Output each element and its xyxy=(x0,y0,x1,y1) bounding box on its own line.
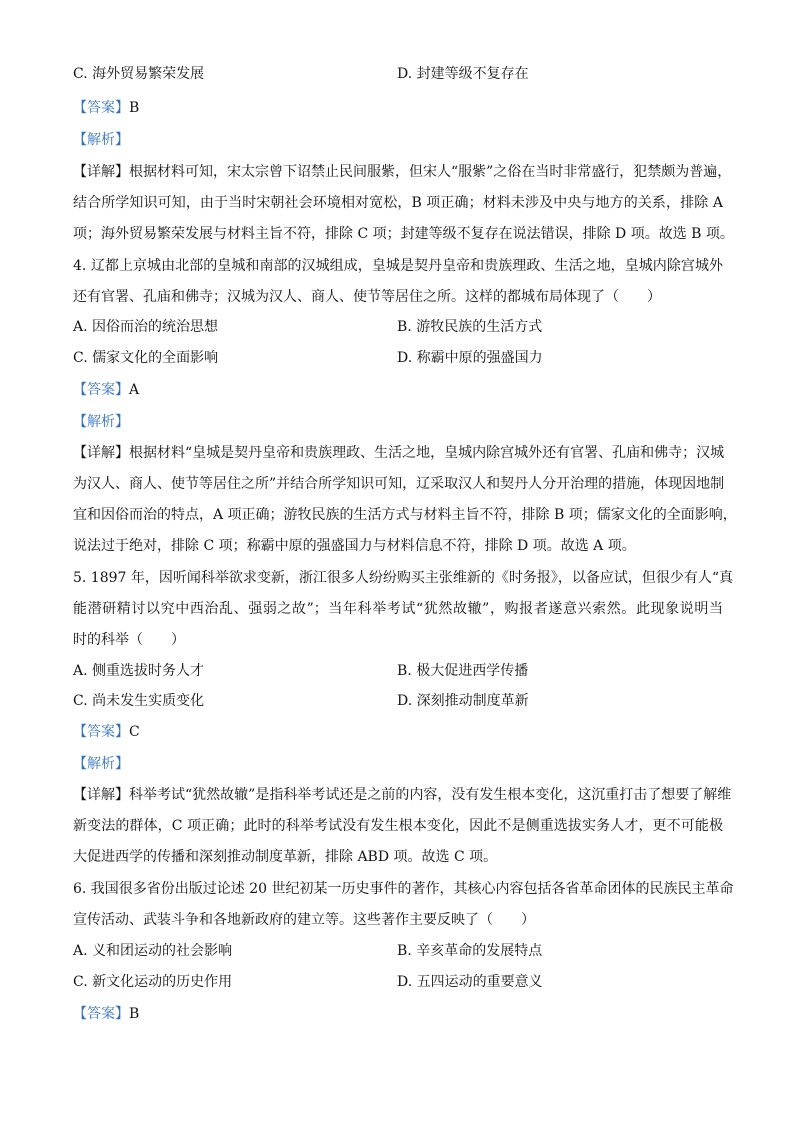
q5-detail-line-3: 大促进西学的传播和深刻推动制度革新，排除 ABD 项。故选 C 项。 xyxy=(73,849,498,865)
q5-answer xyxy=(73,722,723,742)
q3-detail-line-2: 结合所学知识可知，由于当时宋朝社会环境相对宽松，B 项正确；材料未涉及中央与地方的关系，排除 A xyxy=(73,195,723,211)
q4-detail-line-2: 为汉人、商人、使节等居住之所”并结合所学知识可知，辽采取汉人和契丹人分开治理的措施，体现因地制 xyxy=(73,476,725,492)
q6-answer xyxy=(73,1004,723,1024)
answer-value: B xyxy=(129,100,140,116)
q6-stem-line-2: 宣传活动、武装斗争和各地新政府的建立等。这些著作主要反映了（ ） xyxy=(73,912,535,928)
detail-tag: 【详解】 xyxy=(73,164,129,180)
answer-value: C xyxy=(129,724,140,740)
q3-analysis-tag: 【解析】 xyxy=(73,132,129,148)
q3-option-c: C. 海外贸易繁荣发展 xyxy=(73,66,205,82)
q3-option-d: D. 封建等级不复存在 xyxy=(397,66,529,82)
q4-stem-line-2: 还有官署、孔庙和佛寺；汉城为汉人、商人、使节等居住之所。这样的都城布局体现了（ ） xyxy=(73,289,661,305)
q4-option-d: D. 称霸中原的强盛国力 xyxy=(397,350,543,366)
q5-option-b: B. 极大促进西学传播 xyxy=(397,663,529,679)
q5-stem-line-1: 5. 1897 年，因听闻科举欲求变新，浙江很多人纷纷购买主张维新的《时务报》，以备应试，但很少有人“真 xyxy=(73,570,734,586)
detail-text: 根据材料“皇城是契丹皇帝和贵族理政、生活之地，皇城内除宫城外还有官署、孔庙和佛寺；汉城 xyxy=(129,445,725,461)
q4-detail-line-1 xyxy=(73,443,723,463)
q3-detail-line-1 xyxy=(73,162,732,182)
answer-tag: 【答案】 xyxy=(73,100,129,116)
answer-tag: 【答案】 xyxy=(73,382,129,398)
answer-value: A xyxy=(129,382,140,398)
q5-stem-line-3: 时的科举（ ） xyxy=(73,632,185,648)
q3-detail-line-3: 项；海外贸易繁荣发展与材料主旨不符，排除 C 项；封建等级不复存在说法错误，排除 D 项。故选 B 项。 xyxy=(73,226,734,242)
q6-option-c: C. 新文化运动的历史作用 xyxy=(73,974,233,990)
answer-tag: 【答案】 xyxy=(73,1006,129,1022)
q4-detail-line-3: 宜和因俗而治的特点，A 项正确；游牧民族的生活方式与材料主旨不符，排除 B 项；儒家文化的全面影响， xyxy=(73,507,737,523)
q4-option-c: C. 儒家文化的全面影响 xyxy=(73,350,219,366)
detail-tag: 【详解】 xyxy=(73,445,129,461)
q6-option-b: B. 辛亥革命的发展特点 xyxy=(397,943,543,959)
q5-option-c: C. 尚未发生实质变化 xyxy=(73,693,205,709)
q4-detail-line-4: 说法过于绝对，排除 C 项；称霸中原的强盛国力与材料信息不符，排除 D 项。故选 A 项。 xyxy=(73,538,636,554)
q6-option-d: D. 五四运动的重要意义 xyxy=(397,974,543,990)
q5-stem-line-2: 能潜研精讨以究中西治乱、强弱之故”；当年科举考试“犹然故辙”，购报者遂意兴索然。此现象说明当 xyxy=(73,601,723,617)
q5-detail-line-1 xyxy=(73,785,732,805)
q5-option-d: D. 深刻推动制度革新 xyxy=(397,693,529,709)
detail-text: 根据材料可知，宋太宗曾下诏禁止民间服紫，但宋人“服紫”之俗在当时非常盛行，犯禁颇为普遍， xyxy=(129,164,732,180)
q6-stem-line-1: 6. 我国很多省份出版过论述 20 世纪初某一历史事件的著作，其核心内容包括各省革命团体的民族民主革命 xyxy=(73,881,734,897)
q4-answer xyxy=(73,380,723,400)
answer-value: B xyxy=(129,1006,140,1022)
q6-option-a: A. 义和团运动的社会影响 xyxy=(73,943,233,959)
detail-tag: 【详解】 xyxy=(73,787,129,803)
q5-analysis-tag: 【解析】 xyxy=(73,756,129,772)
q3-answer xyxy=(73,98,723,118)
answer-tag: 【答案】 xyxy=(73,724,129,740)
q5-detail-line-2: 新变法的群体，C 项正确；此时的科举考试没有发生根本变化，因此不是侧重选拔实务人才，更不可能极 xyxy=(73,818,723,834)
q5-option-a: A. 侧重选拔时务人才 xyxy=(73,663,205,679)
q4-option-b: B. 游牧民族的生活方式 xyxy=(397,319,543,335)
q4-analysis-tag: 【解析】 xyxy=(73,414,129,430)
q4-option-a: A. 因俗而治的统治思想 xyxy=(73,319,219,335)
detail-text: 科举考试“犹然故辙”是指科举考试还是之前的内容，没有发生根本变化，这沉重打击了想要了解维 xyxy=(129,787,732,803)
q4-stem-line-1: 4. 辽都上京城由北部的皇城和南部的汉城组成，皇城是契丹皇帝和贵族理政、生活之地，皇城内除宫城外 xyxy=(73,258,723,274)
